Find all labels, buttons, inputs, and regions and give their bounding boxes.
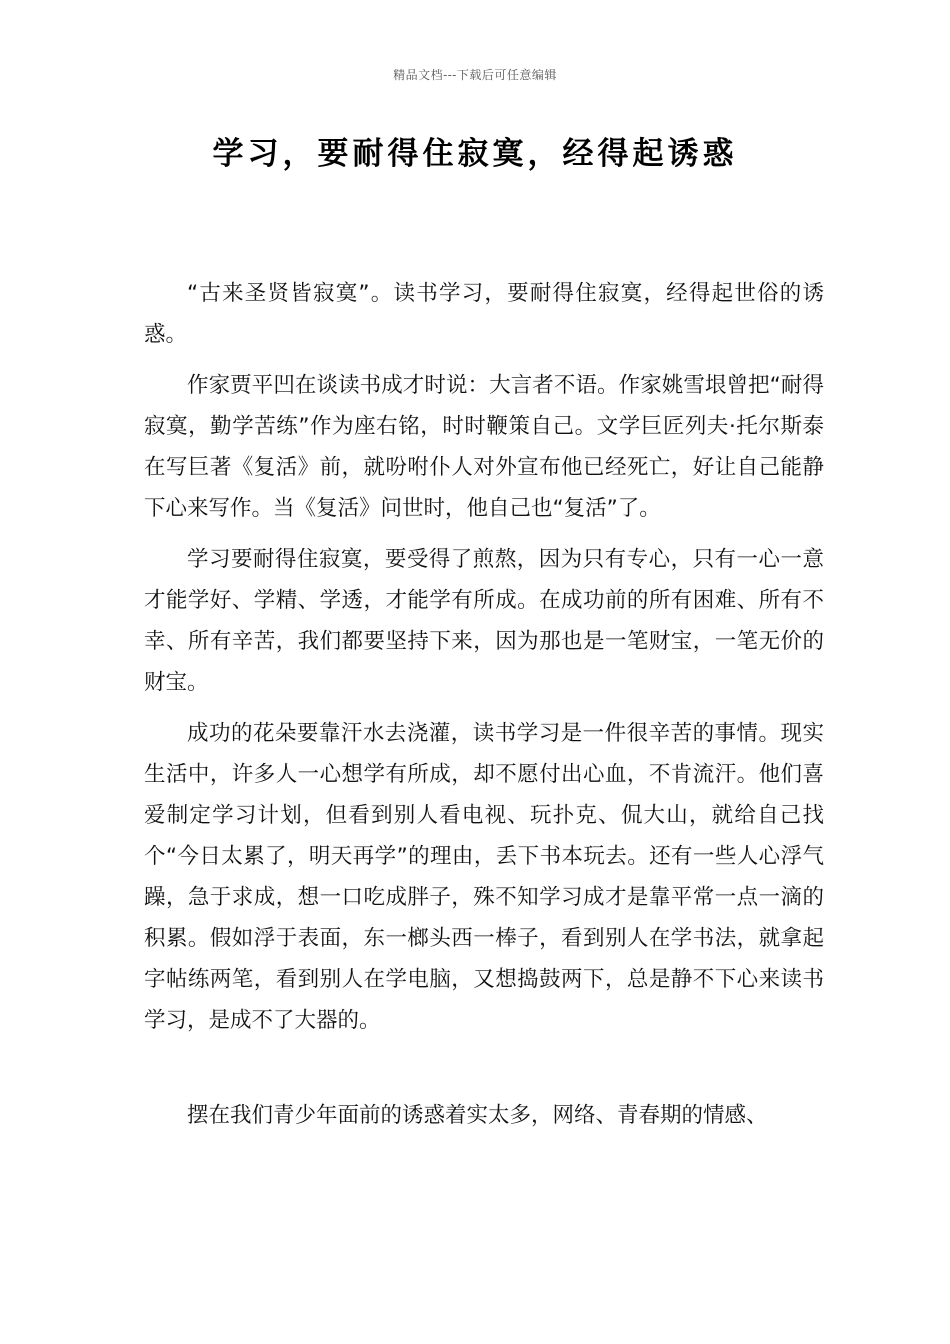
paragraph-3: 学习要耐得住寂寞，要受得了煎熬，因为只有专心，只有一心一意才能学好、学精、学透，才能学有所成。在成功前的所有困难、所有不幸、所有辛苦，我们都要坚持下来，因为那也是一笔财宝，一笔无价的财宝。	[144, 547, 824, 695]
paragraph-4: 成功的花朵要靠汗水去浇灌，读书学习是一件很辛苦的事情。现实生活中，许多人一心想学有所成，却不愿付出心血，不肯流汗。他们喜爱制定学习计划，但看到别人看电视、玩扑克、侃大山，就给自己找个“今日太累了，明天再学”的理由，丢下书本玩去。还有一些人心浮气躁，急于求成，想一口吃成胖子，殊不知学习成才是靠平常一点一滴的积累。假如浮于表面，东一榔头西一棒子，看到别人在学书法，就拿起字帖练两笔，看到别人在学电脑，又想捣鼓两下，总是静不下心来读书学习，是成不了大器的。	[144, 721, 824, 1033]
page-title: 学习，要耐得住寂寞，经得起诱惑	[212, 136, 738, 172]
header-note: 精品文档---下载后可任意编辑	[393, 68, 557, 82]
paragraph-1: “古来圣贤皆寂寞”。读书学习，要耐得住寂寞，经得起世俗的诱惑。	[144, 281, 824, 347]
paragraph-2: 作家贾平凹在谈读书成才时说：大言者不语。作家姚雪垠曾把“耐得寂寞，勤学苦练”作为座右铭，时时鞭策自己。文学巨匠列夫·托尔斯泰在写巨著《复活》前，就吩咐仆人对外宣布他已经死亡，好让自己能静下心来写作。当《复活》问世时，他自己也“复活”了。	[144, 373, 824, 521]
document-body	[144, 273, 824, 1136]
paragraph-5: 摆在我们青少年面前的诱惑着实太多，网络、青春期的情感、	[187, 1103, 768, 1128]
